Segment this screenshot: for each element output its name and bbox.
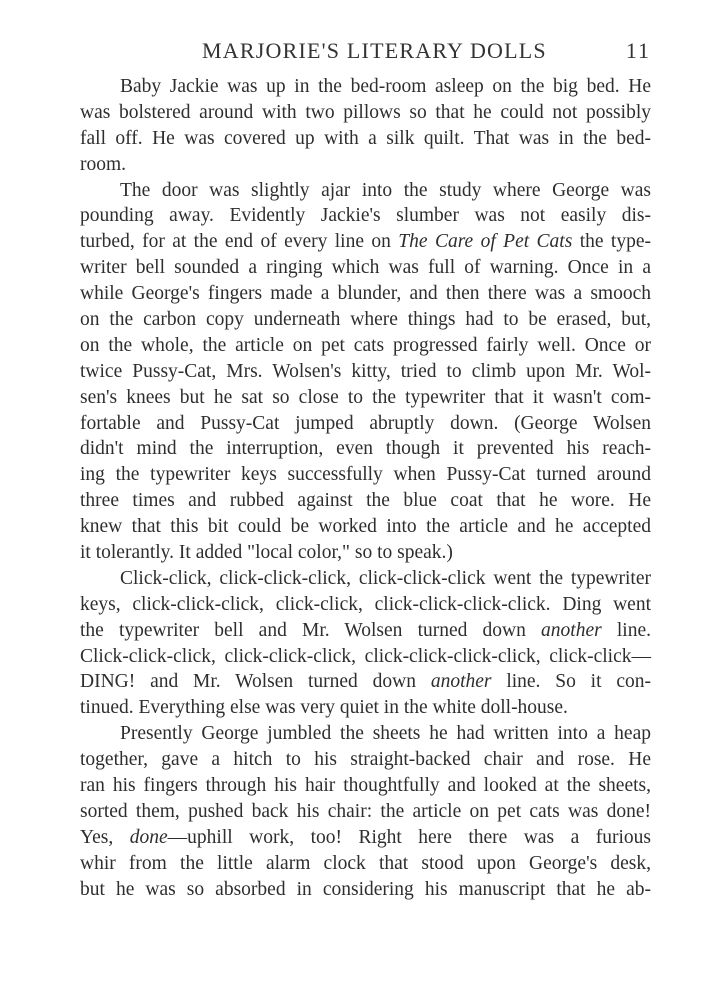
text-line: Baby Jackie was up in the bed-room asleep on the big bed. He [120,76,651,97]
line-text-before: Yes, [80,826,130,848]
text-line: fortable and Pussy-Cat jumped abruptly down. (George Wolsen [80,412,651,434]
line-text-after: line. [601,619,651,641]
text-line: The door was slightly ajar into the study where George was [120,179,651,201]
text-line: writer bell sounded a ringing which was full of warning. Once in a [80,257,651,279]
text-line: twice Pussy-Cat, Mrs. Wolsen's kitty, tried to climb upon Mr. Wol- [80,360,651,382]
emphasis-italic: another [541,619,602,641]
text-line: room. [80,153,127,175]
text-line: whir from the little alarm clock that stood upon George's desk, [80,852,651,874]
line-text-before: turbed, for at the end of every line on [80,231,399,253]
text-line [80,825,651,851]
text-line: sen's knees but he sat so close to the typewriter that it wasn't com- [80,386,651,408]
text-line: while George's fingers made a blunder, and then there was a smooch [80,283,651,305]
text-line: three times and rubbed against the blue coat that he wore. He [80,490,651,512]
text-line: fall off. He was covered up with a silk quilt. That was in the bed- [80,127,651,149]
text-line: Presently George jumbled the sheets he had written into a heap [120,723,651,745]
text-line: Click-click, click-click-click, click-click-click went the typewriter [120,567,651,589]
text-line: Click-click-click, click-click-click, click-click-click-click, click-click— [80,645,651,667]
text-line: didn't mind the interruption, even though it prevented his reach- [80,438,651,460]
line-text-before: the typewriter bell and Mr. Wolsen turned down [80,619,542,641]
text-line: together, gave a hitch to his straight-backed chair and rose. He [80,749,651,771]
text-line: but he was so absorbed in considering his manuscript that he ab- [80,878,651,900]
book-title-italic: The Care of Pet Cats [398,231,573,253]
line-text-after: line. So it con- [491,671,651,693]
line-text-after: —uphill work, too! Right here there was a furious [167,826,652,848]
text-line: ing the typewriter keys successfully when Pussy-Cat turned around [80,464,651,486]
text-line: ran his fingers through his hair thoughtfully and looked at the sheets, [80,775,651,797]
line-text-after: the type- [572,231,651,253]
text-line: it tolerantly. It added "local color," so to speak.) [80,542,453,564]
text-line: knew that this bit could be worked into the article and he accepted [80,516,651,538]
text-line: keys, click-click-click, click-click, click-click-click-click. Ding went [80,593,651,615]
body-text [80,74,651,903]
text-line: tinued. Everything else was very quiet in the white doll-house. [80,697,568,719]
emphasis-italic: done [129,826,168,848]
line-text-before: DING! and Mr. Wolsen turned down [80,671,431,693]
text-line: pounding away. Evidently Jackie's slumber was not easily dis- [80,205,651,227]
text-line: on the whole, the article on pet cats progressed fairly well. Once or [80,334,651,356]
running-head [80,38,651,68]
text-line [80,229,651,255]
emphasis-italic: another [430,671,492,693]
text-line: was bolstered around with two pillows so that he could not possibly [80,101,651,123]
text-line [80,669,651,695]
page-number: 11 [625,38,651,63]
text-line: on the carbon copy underneath where things had to be erased, but, [80,309,651,331]
running-title: MARJORIE'S LITERARY DOLLS [202,38,547,63]
text-line [80,618,651,644]
text-line: sorted them, pushed back his chair: the article on pet cats was done! [80,800,651,822]
